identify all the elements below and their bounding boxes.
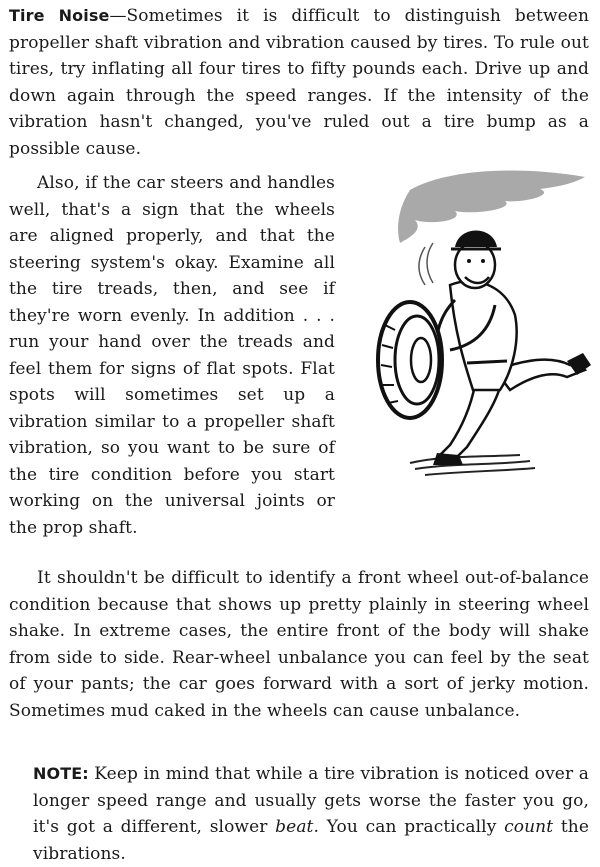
note-label: NOTE: [33, 764, 89, 783]
note-text-1: Keep in mind that while a tire vibration is noticed over a longer speed range and usually gets worse the faster you go, it's got a different, slower [33, 764, 589, 837]
balance-body: It shouldn't be difficult to identify a front wheel out-of-balance condition because that shows up pretty plainly in steering wheel shake. In extreme cases, the entire front of the body will shake from side to side. Rear-wheel unbalance you can feel by the seat of your pants; the car goes forward with a sort of jerky motion. Sometimes mud caked in the wheels can cause unbalance. [9, 568, 589, 721]
note-beat: beat. [275, 817, 319, 837]
note-text-3: the vibrations. [33, 817, 589, 864]
balance-paragraph [9, 565, 589, 724]
steering-body: Also, if the car steers and handles well, that's a sign that the wheels are aligned properly, and that the steering system's okay. Examine all the tire treads, then, and see if they're worn evenly. In addition . . . run your hand over the treads and feel them for signs of flat spots. Flat spots will sometimes set up a vibration similar to a propeller shaft vibration, so you want to be sure of the tire condition before you start working on the universal joints or the prop shaft. [9, 173, 335, 538]
note-count: count [504, 817, 554, 837]
tire-noise-body: —Sometimes it is difficult to distinguish between propeller shaft vibration and vibration caused by tires. To rule out tires, try inflating all four tires to fifty pounds each. Drive up and down again through the speed ranges. If the intensity of the vibration hasn't changed, you've ruled out a tire bump as a possible cause. [9, 6, 590, 159]
note-paragraph [33, 761, 589, 867]
mechanic-running-with-tire-illustration [355, 165, 595, 485]
tire-noise-paragraph [9, 3, 589, 162]
tire-noise-heading: Tire Noise [9, 6, 110, 25]
note-text-2: You can practically [319, 817, 505, 837]
steering-paragraph [9, 170, 335, 541]
